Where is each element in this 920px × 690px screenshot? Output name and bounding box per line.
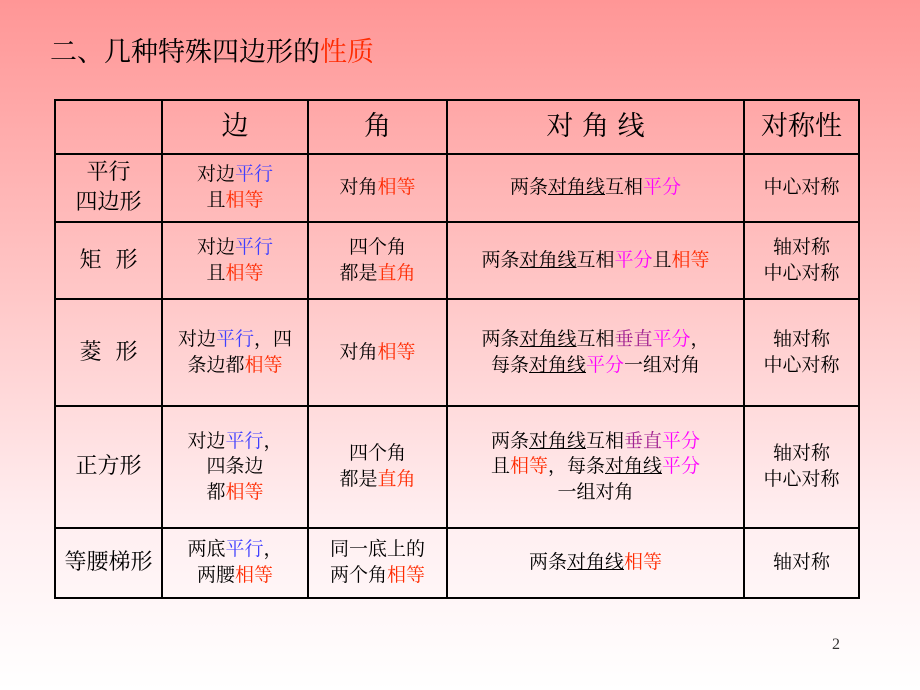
cell-text-segment: 相等: [671, 248, 710, 271]
cell-text-segment: 直角: [377, 468, 416, 490]
cell-text-segment: 都是: [339, 261, 378, 284]
cell-text: 轴对称: [772, 442, 830, 465]
cell-text-segment: 四条边: [206, 455, 264, 478]
diagonal-cell: [447, 406, 744, 528]
cell-text-segment: 对角线: [528, 429, 586, 452]
side-cell: [162, 528, 308, 598]
cell-text: 平行: [86, 160, 131, 186]
cell-text-segment: 相等: [235, 564, 274, 586]
symmetry-cell: [744, 222, 859, 299]
cell-line: [747, 441, 856, 467]
table-row: [55, 528, 859, 598]
cell-text: 菱 形: [79, 339, 138, 365]
cell-line: [747, 353, 856, 379]
cell-line: [747, 550, 856, 576]
cell-text-segment: 相等: [225, 480, 264, 503]
header-diagonal: 对 角 线: [447, 100, 744, 154]
angle-cell: [308, 299, 447, 406]
cell-text-segment: 一组对角: [624, 353, 701, 376]
cell-line: [450, 248, 741, 274]
cell-text: 轴对称: [772, 327, 830, 350]
table-row: [55, 299, 859, 406]
cell-line: [165, 480, 305, 506]
cell-line: [311, 563, 444, 589]
cell-line: [747, 467, 856, 493]
cell-text-segment: 相等: [387, 564, 426, 586]
cell-text-segment: 对边: [187, 429, 226, 452]
title-highlight: 性质: [320, 37, 374, 68]
cell-text: 中心对称: [763, 468, 840, 490]
cell-line: [311, 261, 444, 287]
side-cell: [162, 406, 308, 528]
cell-text-segment: 直角: [377, 261, 416, 284]
cell-text-segment: 四个角: [348, 442, 406, 465]
cell-text-segment: ，: [263, 429, 283, 452]
cell-text-segment: 相等: [225, 189, 264, 211]
cell-text-segment: 对角: [339, 340, 378, 363]
cell-text: 中心对称: [763, 353, 840, 376]
row-label-isosceles-trapezoid: [55, 528, 162, 598]
cell-text-segment: 两个角: [329, 564, 387, 586]
cell-text-segment: 对角线: [605, 455, 663, 478]
cell-text-segment: 对角线: [519, 248, 577, 271]
cell-line: [311, 537, 444, 563]
cell-line: [450, 429, 741, 455]
cell-text: 轴对称: [772, 551, 830, 574]
cell-line: [311, 467, 444, 493]
cell-text-segment: 相等: [624, 551, 663, 574]
cell-text-segment: 都是: [339, 468, 378, 490]
cell-text-segment: 垂直: [624, 429, 663, 452]
cell-text-segment: 对边: [196, 235, 235, 258]
angle-cell: [308, 528, 447, 598]
symmetry-cell: [744, 299, 859, 406]
cell-line: [450, 353, 741, 379]
header-row: [55, 100, 859, 154]
diagonal-cell: [447, 528, 744, 598]
page-number: 2: [832, 636, 840, 653]
header-corner: [55, 100, 162, 154]
cell-line: [747, 175, 856, 201]
cell-text: 中心对称: [763, 176, 840, 199]
cell-text-segment: 且: [652, 248, 672, 271]
cell-line: [58, 158, 159, 188]
symmetry-cell: [744, 154, 859, 222]
cell-line: [58, 338, 159, 368]
cell-text: 等腰梯形: [64, 550, 153, 576]
diagonal-cell: [447, 299, 744, 406]
cell-text-segment: 对角: [339, 176, 378, 199]
header-angle: 角: [308, 100, 447, 154]
cell-text-segment: ，: [263, 538, 283, 561]
cell-text-segment: 互相: [605, 176, 644, 199]
cell-text-segment: 平行: [235, 163, 274, 186]
table-row: [55, 406, 859, 528]
cell-line: [450, 480, 741, 506]
cell-text-segment: 平分: [662, 429, 701, 452]
cell-text-segment: ，: [690, 327, 710, 350]
cell-line: [450, 327, 741, 353]
cell-text-segment: 两条: [481, 248, 520, 271]
cell-text-segment: 条边都: [187, 353, 245, 376]
properties-table: [54, 99, 860, 599]
side-cell: [162, 299, 308, 406]
cell-text-segment: 两腰: [196, 564, 235, 586]
cell-text-segment: 且: [490, 455, 510, 478]
cell-text-segment: 平分: [586, 353, 625, 376]
cell-line: [165, 537, 305, 563]
cell-text-segment: 相等: [509, 455, 548, 478]
cell-text-segment: 两底: [187, 538, 226, 561]
side-cell: [162, 222, 308, 299]
cell-line: [311, 340, 444, 366]
cell-text-segment: ，四: [254, 327, 293, 350]
cell-text-segment: 相等: [377, 176, 416, 199]
header-symmetry: 对称性: [744, 100, 859, 154]
cell-line: [58, 452, 159, 482]
angle-cell: [308, 154, 447, 222]
cell-text-segment: 互相: [585, 429, 624, 452]
cell-text-segment: 同一底上的: [329, 538, 425, 561]
cell-text-segment: 互相: [576, 327, 615, 350]
cell-text-segment: 平分: [643, 176, 682, 199]
cell-line: [58, 548, 159, 578]
slide-title: [50, 30, 374, 69]
cell-text-segment: 平行: [225, 429, 264, 452]
cell-text-segment: 互相: [576, 248, 615, 271]
cell-line: [165, 429, 305, 455]
symmetry-cell: [744, 406, 859, 528]
cell-text-segment: 平行: [235, 235, 274, 258]
cell-line: [165, 235, 305, 261]
cell-text: 四边形: [75, 190, 142, 215]
cell-text: 矩 形: [79, 247, 138, 273]
cell-text-segment: 且: [206, 189, 226, 211]
cell-text-segment: 平分: [614, 248, 653, 271]
cell-text: 轴对称: [772, 235, 830, 258]
cell-text-segment: 两条: [490, 429, 529, 452]
cell-text: 中心对称: [763, 261, 840, 284]
cell-text-segment: 每条: [490, 353, 529, 376]
cell-line: [165, 162, 305, 188]
row-label-parallelogram: [55, 154, 162, 222]
cell-text-segment: 平分: [652, 327, 691, 350]
cell-text-segment: 一组对角: [557, 480, 634, 503]
cell-line: [165, 353, 305, 379]
cell-text-segment: 且: [206, 261, 226, 284]
cell-line: [450, 175, 741, 201]
row-label-rhombus: [55, 299, 162, 406]
row-label-rectangle: [55, 222, 162, 299]
cell-text-segment: 垂直: [614, 327, 653, 350]
cell-text: 正方形: [75, 454, 142, 480]
symmetry-cell: [744, 528, 859, 598]
cell-line: [311, 175, 444, 201]
cell-line: [747, 235, 856, 261]
cell-text-segment: 两条: [481, 327, 520, 350]
cell-text-segment: 对边: [196, 163, 235, 186]
cell-text-segment: 四个角: [348, 235, 406, 258]
header-side: 边: [162, 100, 308, 154]
cell-line: [747, 261, 856, 287]
cell-text-segment: 相等: [377, 340, 416, 363]
cell-line: [311, 235, 444, 261]
cell-text-segment: 对角线: [566, 551, 624, 574]
cell-line: [165, 327, 305, 353]
cell-line: [165, 261, 305, 287]
cell-text-segment: 对角线: [547, 176, 605, 199]
cell-text-segment: 对角线: [519, 327, 577, 350]
cell-text-segment: 平行: [225, 538, 264, 561]
cell-text-segment: 两条: [528, 551, 567, 574]
title-prefix: 二、几种特殊四边形的: [50, 37, 320, 68]
angle-cell: [308, 406, 447, 528]
cell-line: [58, 188, 159, 218]
cell-line: [58, 246, 159, 276]
cell-text-segment: 相等: [225, 261, 264, 284]
cell-text-segment: ，每条: [547, 455, 605, 478]
cell-text-segment: 两条: [509, 176, 548, 199]
row-label-square: [55, 406, 162, 528]
side-cell: [162, 154, 308, 222]
diagonal-cell: [447, 222, 744, 299]
cell-line: [311, 441, 444, 467]
cell-text-segment: 平行: [215, 327, 254, 350]
cell-text-segment: 都: [206, 480, 226, 503]
cell-text-segment: 对角线: [528, 353, 586, 376]
angle-cell: [308, 222, 447, 299]
cell-line: [450, 454, 741, 480]
cell-line: [165, 563, 305, 589]
cell-text-segment: 相等: [244, 353, 283, 376]
cell-text-segment: 平分: [662, 455, 701, 478]
cell-line: [165, 454, 305, 480]
cell-line: [747, 327, 856, 353]
diagonal-cell: [447, 154, 744, 222]
cell-line: [450, 550, 741, 576]
table-row: [55, 154, 859, 222]
table-row: [55, 222, 859, 299]
cell-text-segment: 对边: [177, 327, 216, 350]
cell-line: [165, 188, 305, 214]
